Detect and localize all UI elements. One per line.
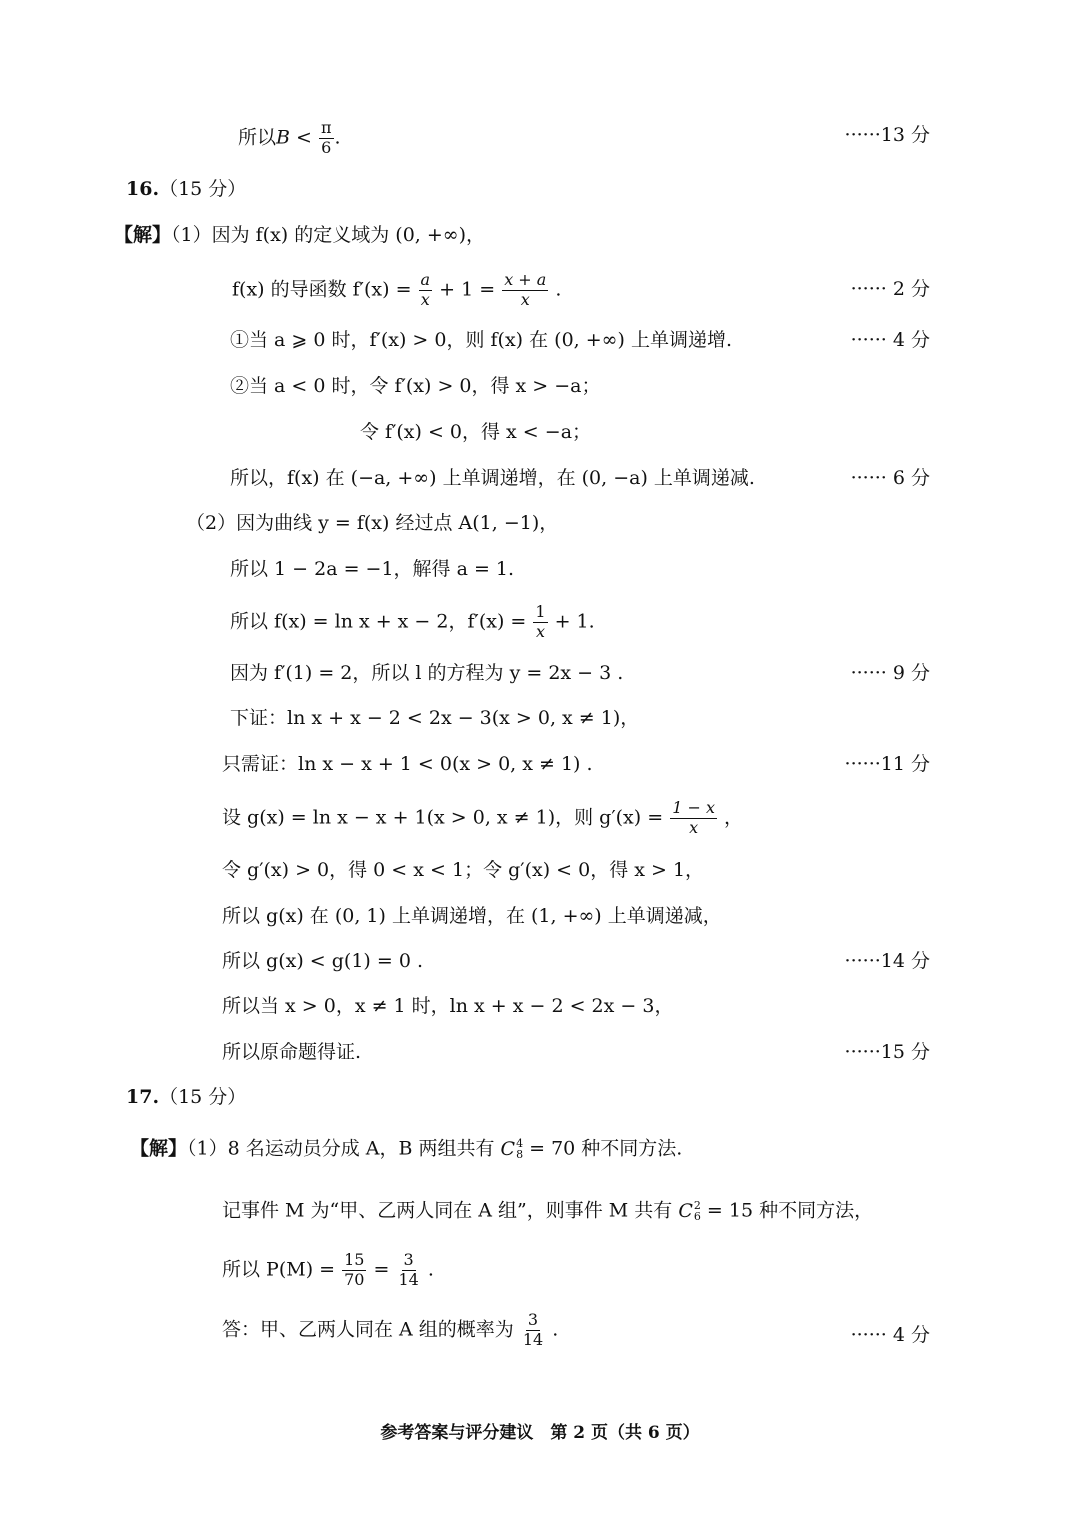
q16-solve-a-line: 所以 1 − 2a = −1，解得 a = 1. xyxy=(230,558,515,580)
q16-suffice-line: 只需证：ln x − x + 1 < 0(x > 0, x ≠ 1) . xyxy=(222,753,593,775)
q16-solution-line-1: 【解】（1）因为 f(x) 的定义域为 (0, +∞)， xyxy=(114,224,486,246)
fraction-15-over-70: $\frac{15}{70}$ xyxy=(344,1250,365,1289)
q16-case-1-line: ①当 a ⩾ 0 时，f′(x) > 0，则 f(x) 在 (0, +∞) 上单调递增. xyxy=(230,329,732,351)
q16-case-2-subline: 令 f′(x) < 0，得 x < −a； xyxy=(360,421,592,443)
q16-function-line: 所以 f(x) = ln x + x − 2，f′(x) = $\frac{1}{x}$ + 1. xyxy=(230,602,595,641)
question-16-header: 16.（15 分） xyxy=(126,178,247,200)
solution-tag: 【解】 xyxy=(130,1137,188,1160)
prev-tail-line: 所以B < $\frac{\pi}{6}$ . xyxy=(238,118,341,157)
combination-c-6-2: C 2 6 xyxy=(678,1199,701,1223)
q16-monotonic-conclusion: 所以，f(x) 在 (−a, +∞) 上单调递增，在 (0, −a) 上单调递减. xyxy=(230,467,755,489)
fraction-3-over-14-answer: $\frac{3}{14}$ xyxy=(522,1310,544,1349)
q16-g-derivative-sign-line: 令 g′(x) > 0，得 0 < x < 1；令 g′(x) < 0，得 x > 1， xyxy=(222,859,705,881)
q17-event-m-line: 记事件 M 为“甲、乙两人同在 A 组”，则事件 M 共有 C 2 6 = 15 种不同方法， xyxy=(222,1199,874,1223)
score-marker: ······ 9 分 xyxy=(850,662,930,684)
q16-case-2-line: ②当 a < 0 时，令 f′(x) > 0，得 x > −a； xyxy=(230,375,601,397)
fraction-pi-over-6: $\frac{\pi}{6}$ xyxy=(320,118,332,157)
question-17-header: 17.（15 分） xyxy=(126,1086,247,1108)
q16-derivative-line: f(x) 的导函数 f′(x) = $\frac{a}{x}$ + 1 = $\frac{x + a}{x}$ . xyxy=(232,270,562,309)
combination-c-8-4: C 4 8 xyxy=(500,1137,524,1161)
score-marker: ······ 4 分 xyxy=(850,1324,930,1346)
score-marker: ······ 2 分 xyxy=(850,278,930,300)
q16-inequality-line: 所以当 x > 0，x ≠ 1 时，ln x + x − 2 < 2x − 3， xyxy=(222,995,674,1017)
q16-define-g-line: 设 g(x) = ln x − x + 1(x > 0, x ≠ 1)，则 g′(x) = $\frac{1 - x}{x}$ ， xyxy=(222,798,744,837)
score-marker: ······14 分 xyxy=(844,950,930,972)
fraction-x-plus-a-over-x: $\frac{x + a}{x}$ xyxy=(504,270,547,309)
score-marker: ······15 分 xyxy=(844,1041,930,1063)
score-marker: ······13 分 xyxy=(844,124,930,146)
score-marker: ······ 6 分 xyxy=(850,467,930,489)
q16-prove-line: 下证：ln x + x − 2 < 2x − 3(x > 0, x ≠ 1)， xyxy=(230,707,640,729)
fraction-a-over-x: $\frac{a}{x}$ xyxy=(420,270,431,309)
q16-tangent-line: 因为 f′(1) = 2，所以 l 的方程为 y = 2x − 3 . xyxy=(230,662,624,684)
q17-answer-line: 答：甲、乙两人同在 A 组的概率为 $\frac{3}{14}$ . xyxy=(222,1310,559,1349)
page-footer: 参考答案与评分建议 第 2 页（共 6 页） xyxy=(380,1423,700,1443)
solution-tag: 【解】 xyxy=(114,224,172,246)
q17-probability-line: 所以 P(M) = $\frac{15}{70}$ = $\frac{3}{14}$ . xyxy=(222,1250,434,1289)
q17-solution-line-1: 【解】（1）8 名运动员分成 A，B 两组共有 C 4 8 = 70 种不同方法. xyxy=(130,1137,683,1161)
q16-part-2-line: （2）因为曲线 y = f(x) 经过点 A(1, −1)， xyxy=(186,512,559,534)
q16-g-monotonic-line: 所以 g(x) 在 (0, 1) 上单调递增，在 (1, +∞) 上单调递减， xyxy=(222,905,722,927)
fraction-3-over-14: $\frac{3}{14}$ xyxy=(398,1250,419,1289)
q16-g-max-line: 所以 g(x) < g(1) = 0 . xyxy=(222,950,423,972)
score-marker: ······11 分 xyxy=(844,753,930,775)
fraction-1-minus-x-over-x: $\frac{1 - x}{x}$ xyxy=(672,798,715,837)
fraction-1-over-x: $\frac{1}{x}$ xyxy=(535,602,546,641)
score-marker: ······ 4 分 xyxy=(850,329,930,351)
q16-conclusion-line: 所以原命题得证. xyxy=(222,1041,362,1063)
